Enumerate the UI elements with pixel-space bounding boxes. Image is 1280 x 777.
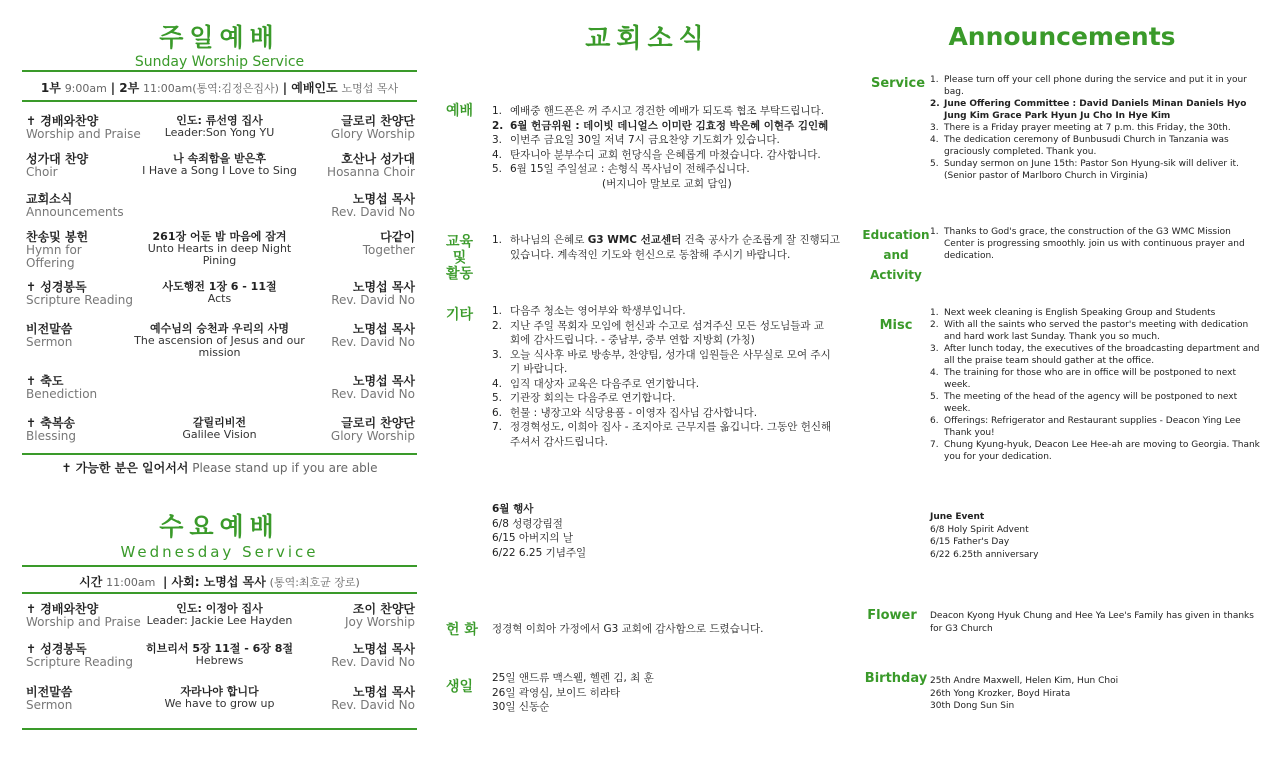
list-item-number: 4. [930,135,939,145]
event-line: 6/8 성령강림절 [492,517,563,530]
service-item-name-en: Scripture Reading [26,293,133,307]
service-item-left [26,603,141,629]
service-item-person-ko: 호산나 성가대 [341,152,415,166]
list-item-text: 정경혁성도, 이희아 집사 - 조지아로 근무지를 옮깁니다. 그동안 헌신해 주셔서 감사드립니다. [510,421,832,448]
service-item-name-ko: ✝ 성경봉독 [26,642,87,656]
list-item [930,319,1260,343]
service-item-person-en: Rev. David No [331,293,415,307]
service-item-right [331,323,415,349]
service-item-detail-ko: 사도행전 1장 6 - 11절 [162,280,277,293]
service-item-center [132,686,307,710]
misc-section-label: Misc [879,318,913,333]
misc-section-label: 기타 [446,307,474,323]
list-item-text: Sunday sermon on June 15th: Pastor Son Hyung-sik will deliver it. (Senior pastor of Marlboro Church in Virginia) [944,159,1239,181]
service-item-detail-ko: 히브리서 5장 11절 - 6장 8절 [146,642,293,655]
service-item-left [26,231,88,270]
service-item-name-ko: ✝ 경배와찬양 [26,114,99,128]
service-item-name-en: Sermon [26,698,73,712]
education-item-text: 건축 공사가 순조롭게 잘 진행되고 있습니다. 계속적인 기도와 헌신으로 동참해 주시기 바랍니다. [510,234,840,261]
service-item-person-ko: 다같이 [380,230,415,244]
sunday-subtitle: Sunday Worship Service [134,54,305,70]
list-item [492,119,852,134]
announcements-title: Announcements [948,22,1176,51]
worship-section-list [492,104,852,191]
service-section-label: Service [870,76,926,91]
second-service-time: 11:00am(통역:김정은집사) [143,82,279,95]
list-item-text: 기관장 회의는 다음주로 연기합니다. [510,392,676,404]
service-item-center [132,115,307,139]
flower-text: 정경혁 이희아 가정에서 G3 교회에 감사함으로 드렸습니다. [492,623,764,635]
list-item-number: 4. [930,368,939,378]
service-item-name-ko: 비전말씀 [26,685,73,699]
worship-section-label: 예배 [446,103,474,119]
list-item-text: 지난 주일 목회자 모임에 헌신과 수고로 섬겨주신 모든 성도님들과 교회에 감사드립니다. - 중남부, 중부 연합 지방회 (가칭) [510,319,825,346]
service-item-name-ko: 성가대 찬양 [26,152,89,166]
list-item [930,74,1260,98]
list-item [930,343,1260,367]
service-item-center [132,417,307,441]
service-item-name-en: Choir [26,165,58,179]
service-item-left [26,115,141,141]
service-item-left [26,686,72,712]
list-item-text: 예배중 핸드폰은 꺼 주시고 경건한 예배가 되도록 협조 부탁드립니다. [510,105,825,117]
service-item-name-en: Hymn for Offering [26,243,82,270]
service-item-left [26,153,88,179]
service-item-person-en: Together [362,243,415,257]
list-item [930,415,1260,439]
service-item-detail-ko: 나 속죄함을 받은후 [173,152,266,165]
list-item-number: 6. [930,416,939,426]
list-item-text: 탄자니아 분부수디 교회 헌당식을 은혜롭게 마쳤습니다. 감사합니다. [510,148,821,161]
service-item-left [26,323,72,349]
list-item-text: After lunch today, the executives of the broadcasting department and all the praise team should gather at the office. [944,344,1260,366]
list-item [492,391,832,406]
sunday-title: 주일예배 [159,23,280,52]
service-item-left [26,643,133,669]
list-item-number: 1. [492,105,503,117]
birthday-section-label: Birthday [864,671,928,686]
service-item-left [26,193,124,219]
divider [22,565,417,567]
list-item-number: 5. [930,159,939,169]
service-item-person-en: Rev. David No [331,655,415,669]
divider [22,100,417,102]
education-label-line: 활동 [446,266,474,282]
list-item-text: Chung Kyung-hyuk, Deacon Lee Hee-ah are moving to Georgia. Thank you for your dedication. [944,440,1260,462]
service-item-right [327,153,415,179]
list-item [930,98,1260,122]
service-item-name-ko: ✝ 경배와찬양 [26,602,99,616]
education-label-line: Education [862,228,930,242]
service-item-person-en: Glory Worship [330,429,415,443]
education-label-line: Activity [870,268,922,282]
list-item [492,162,852,177]
service-item-center [132,231,307,267]
list-item-text: Next week cleaning is English Speaking Group and Students [944,308,1216,318]
wednesday-host-label: | 사회: 노명섭 목사 [162,575,266,589]
list-item [492,148,852,163]
list-item-text: There is a Friday prayer meeting at 7 p.m. this Friday, the 30th. [944,123,1231,133]
list-item [930,134,1260,158]
service-item-detail-ko: 인도: 이정아 집사 [176,602,263,615]
service-item-detail-en: I Have a Song I Love to Sing [142,164,297,177]
misc-section-list [930,307,1260,463]
list-item [492,420,832,449]
birthday-line: 26th Yong Krozker, Boyd Hirata [930,688,1071,699]
birthday-list [492,671,654,715]
list-item [930,226,1260,262]
service-item-person-en: Hosanna Choir [327,165,415,179]
list-item-number: 7. [930,440,939,450]
service-item-name-en: Blessing [26,429,77,443]
list-item-number: 2. [492,119,504,132]
june-events [492,502,586,560]
service-section-list [930,74,1260,182]
service-item-detail-ko: 예수님의 승천과 우리의 사명 [150,322,289,335]
list-item [930,122,1260,134]
list-item-number: 3. [930,344,939,354]
list-item [492,319,832,348]
service-item-person-ko: 글로리 찬양단 [341,416,415,430]
stand-note [22,453,417,476]
service-item-detail-en: Galilee Vision [182,428,257,441]
flower-text: Deacon Kyong Hyuk Chung and Hee Ya Lee's Family has given in thanks for G3 Church [930,611,1254,634]
list-item [492,304,832,319]
event-line: 6/15 Father's Day [930,537,1010,547]
service-item-right [331,115,415,141]
service-item-person-en: Rev. David No [331,387,415,401]
service-item-detail-en: The ascension of Jesus and our mission [134,334,305,359]
list-item: 1. 하나님의 은혜로 G3 WMC 선교센터 건축 공사가 순조롭게 잘 진행되고 있습니다. 계속적인 기도와 헌신으로 동참해 주시기 바랍니다. [492,234,840,261]
list-item-text: Please turn off your cell phone during the service and put it in your bag. [944,75,1247,97]
first-service-label: 1부 [40,81,61,95]
service-item-name-en: Sermon [26,335,73,349]
wednesday-host-note: (통역:최호균 장로) [269,576,360,589]
list-item-number: 2. [930,320,939,330]
list-item-text: 6월 헌금위원 : 데이빗 데니얼스 이미란 김효정 박은혜 이현주 김인혜 [510,119,829,132]
service-item-right [331,193,415,219]
list-item-number: 1. [930,75,939,85]
service-item-right [345,603,415,629]
list-item-number: 2. [492,319,503,332]
list-item [930,307,1260,319]
list-item-text: The meeting of the head of the agency will be postponed to next week. [944,392,1238,414]
service-item-center [132,323,307,359]
list-item-number: 2. [930,99,940,109]
list-item-number: 5. [930,392,939,402]
service-item-name-ko: 찬송및 봉헌 [26,230,89,244]
education-label-line: 교육 [446,234,474,250]
service-item-right [331,417,415,443]
list-item-number: 5. [492,392,503,404]
education-item-bold: G3 WMC 선교센터 [587,234,682,246]
sunday-times [22,74,417,101]
stand-note-ko: ✝ 가능한 분은 일어서서 [61,461,189,475]
list-item-number: 1. [930,227,939,237]
list-item-number: 3. [492,134,503,146]
birthday-line: 30일 신동순 [492,701,550,713]
service-item-name-ko: ✝ 축복송 [26,416,76,430]
service-item-name-ko: ✝ 성경봉독 [26,280,87,294]
service-item-person-en: Rev. David No [331,698,415,712]
list-item [930,391,1260,415]
birthday-section-label: 생일 [446,679,474,695]
wednesday-times [22,568,417,595]
service-item-right [331,281,415,307]
leader-label: | 예배인도 [282,81,338,95]
leader-name: 노명섭 목사 [341,82,399,95]
list-item-text: 헌물 : 냉장고와 식당용품 - 이영자 집사님 감사합니다. [510,406,758,419]
wednesday-title: 수요예배 [159,512,280,541]
list-item-text: Thanks to God's grace, the construction of the G3 WMC Mission Center is progressing smoothly. join us with continuous prayer and dedication. [944,227,1245,261]
list-item-text: The training for those who are in office will be postponed to next week. [944,368,1236,390]
service-item-person-ko: 노명섭 목사 [352,685,415,699]
list-item [930,367,1260,391]
list-item-number: 5. [492,163,503,175]
service-item-detail-en: Acts [207,292,232,305]
flower-section-label: 헌 화 [446,622,478,638]
event-line: 6/15 아버지의 날 [492,532,573,544]
education-section-label [862,225,930,285]
service-item-person-ko: 노명섭 목사 [352,280,415,294]
birthday-line: 25일 앤드류 맥스웰, 헬렌 김, 최 훈 [492,672,654,684]
service-item-right [331,686,415,712]
service-item-detail-en: Unto Hearts in deep Night Pining [147,242,292,267]
june-events-title: June Event [930,512,985,522]
list-item-number: 4. [492,377,503,390]
worship-item-extra: (버지니아 말보로 교회 담임) [602,177,732,190]
education-section-list [492,233,842,262]
service-item-name-en: Announcements [26,205,124,219]
wednesday-time-label: 시간 [79,575,103,589]
service-item-center [132,153,307,177]
stand-note-en: Please stand up if you are able [192,461,378,475]
service-item-name-en: Scripture Reading [26,655,133,669]
service-item-person-ko: 노명섭 목사 [352,192,415,206]
list-item-text: 6월 15일 주일설교 : 손형식 목사님이 전해주십니다. [510,163,750,175]
service-item-right [363,231,415,257]
list-item-text: 이번주 금요일 30일 저녁 7시 금요찬양 기도회가 있습니다. [510,134,780,146]
education-section-list [930,226,1260,262]
service-item-center [132,643,307,667]
birthday-line: 25th Andre Maxwell, Helen Kim, Hun Choi [930,676,1119,686]
service-item-center [132,603,307,627]
service-item-name-ko: 교회소식 [26,192,73,206]
wednesday-time: 11:00am [106,576,156,589]
list-item-text: With all the saints who served the pastor's meeting with dedication and hard work last Sunday. Thank you so much. [944,320,1249,342]
list-item [492,348,832,377]
service-item-detail-ko: 261장 어둔 밤 마음에 잠겨 [152,230,287,243]
list-item-number: 7. [492,421,503,433]
service-item-detail-en: Hebrews [195,654,244,667]
birthday-list [930,675,1118,713]
service-item-person-ko: 글로리 찬양단 [341,114,415,128]
service-item-left [26,417,76,443]
list-item-text: The dedication ceremony of Bunbusudi Church in Tanzania was graciously completed. Thank you. [944,135,1229,157]
second-service-label: | 2부 [110,81,140,95]
service-item-person-ko: 노명섭 목사 [352,374,415,388]
service-item-detail-ko: 갈릴리비전 [192,416,247,429]
list-item-number: 4. [492,148,503,161]
service-item-detail-en: Leader:Son Yong YU [164,126,275,139]
service-item-center [132,281,307,305]
event-line: 6/22 6.25 기념주일 [492,546,587,559]
service-item-name-ko: ✝ 축도 [26,374,64,388]
list-item-text: 오늘 식사후 바로 방송부, 찬양팀, 성가대 임원들은 사무실로 모여 주시기 바랍니다. [510,348,831,375]
service-item-detail-ko: 인도: 류선영 집사 [176,114,263,127]
birthday-line: 30th Dong Sun Sin [930,701,1015,711]
education-section-label [446,234,473,282]
service-item-name-en: Worship and Praise [26,127,141,141]
service-item-right [331,375,415,401]
education-label-line: 및 [452,250,467,266]
birthday-line: 26일 곽영심, 보이드 히라타 [492,686,621,699]
service-item-person-en: Joy Worship [344,615,415,629]
divider [22,728,417,730]
list-item [492,377,832,392]
list-item [492,133,852,148]
service-item-right [331,643,415,669]
service-item-name-ko: 비전말씀 [26,322,73,336]
list-item-text: June Offering Committee : David Daniels Minan Daniels Hyo Jung Kim Grace Park Hyun Ju Cho In Hye Kim [944,99,1247,121]
list-item [930,158,1260,182]
flower-section-label: Flower [867,608,917,623]
list-item-text: Offerings: Refrigerator and Restaurant supplies - Deacon Ying Lee Thank you! [944,416,1241,438]
service-item-person-en: Rev. David No [331,335,415,349]
june-events [930,511,1038,561]
event-line: 6/22 6.25th anniversary [930,549,1039,560]
education-label-line: and [883,248,909,262]
list-item [930,439,1260,463]
event-line: 6/8 Holy Spirit Advent [930,524,1029,535]
list-item [492,406,832,421]
service-item-detail-en: Leader: Jackie Lee Hayden [146,614,293,627]
misc-section-list [492,304,832,449]
list-item-text: 다음주 청소는 영어부와 학생부입니다. [510,305,686,317]
list-item-number: 1. [492,305,503,317]
service-item-detail-ko: 자라나야 합니다 [180,685,259,698]
divider [22,70,417,72]
service-item-name-en: Benediction [26,387,98,401]
list-item [492,104,852,119]
education-item-text: 하나님의 은혜로 [510,234,585,246]
june-events-title: 6월 행사 [492,503,534,515]
news-title: 교회소식 [585,24,710,54]
first-service-time: 9:00am [64,82,107,95]
service-item-person-en: Rev. David No [331,205,415,219]
service-item-detail-en: We have to grow up [164,697,275,710]
list-item-number: 6. [492,406,503,419]
service-item-left [26,281,133,307]
list-item-number: 3. [930,123,939,133]
list-item-number: 3. [492,348,503,361]
divider [22,592,417,594]
service-item-left [26,375,97,401]
service-item-person-ko: 조이 찬양단 [352,602,415,616]
service-item-name-en: Worship and Praise [26,615,141,629]
wednesday-subtitle: Wednesday Service [120,543,319,561]
service-item-person-ko: 노명섭 목사 [352,642,415,656]
list-item-number: 1. [930,308,939,318]
service-item-person-en: Glory Worship [330,127,415,141]
list-item-text: 임직 대상자 교육은 다음주로 연기합니다. [510,377,700,390]
service-item-person-ko: 노명섭 목사 [352,322,415,336]
